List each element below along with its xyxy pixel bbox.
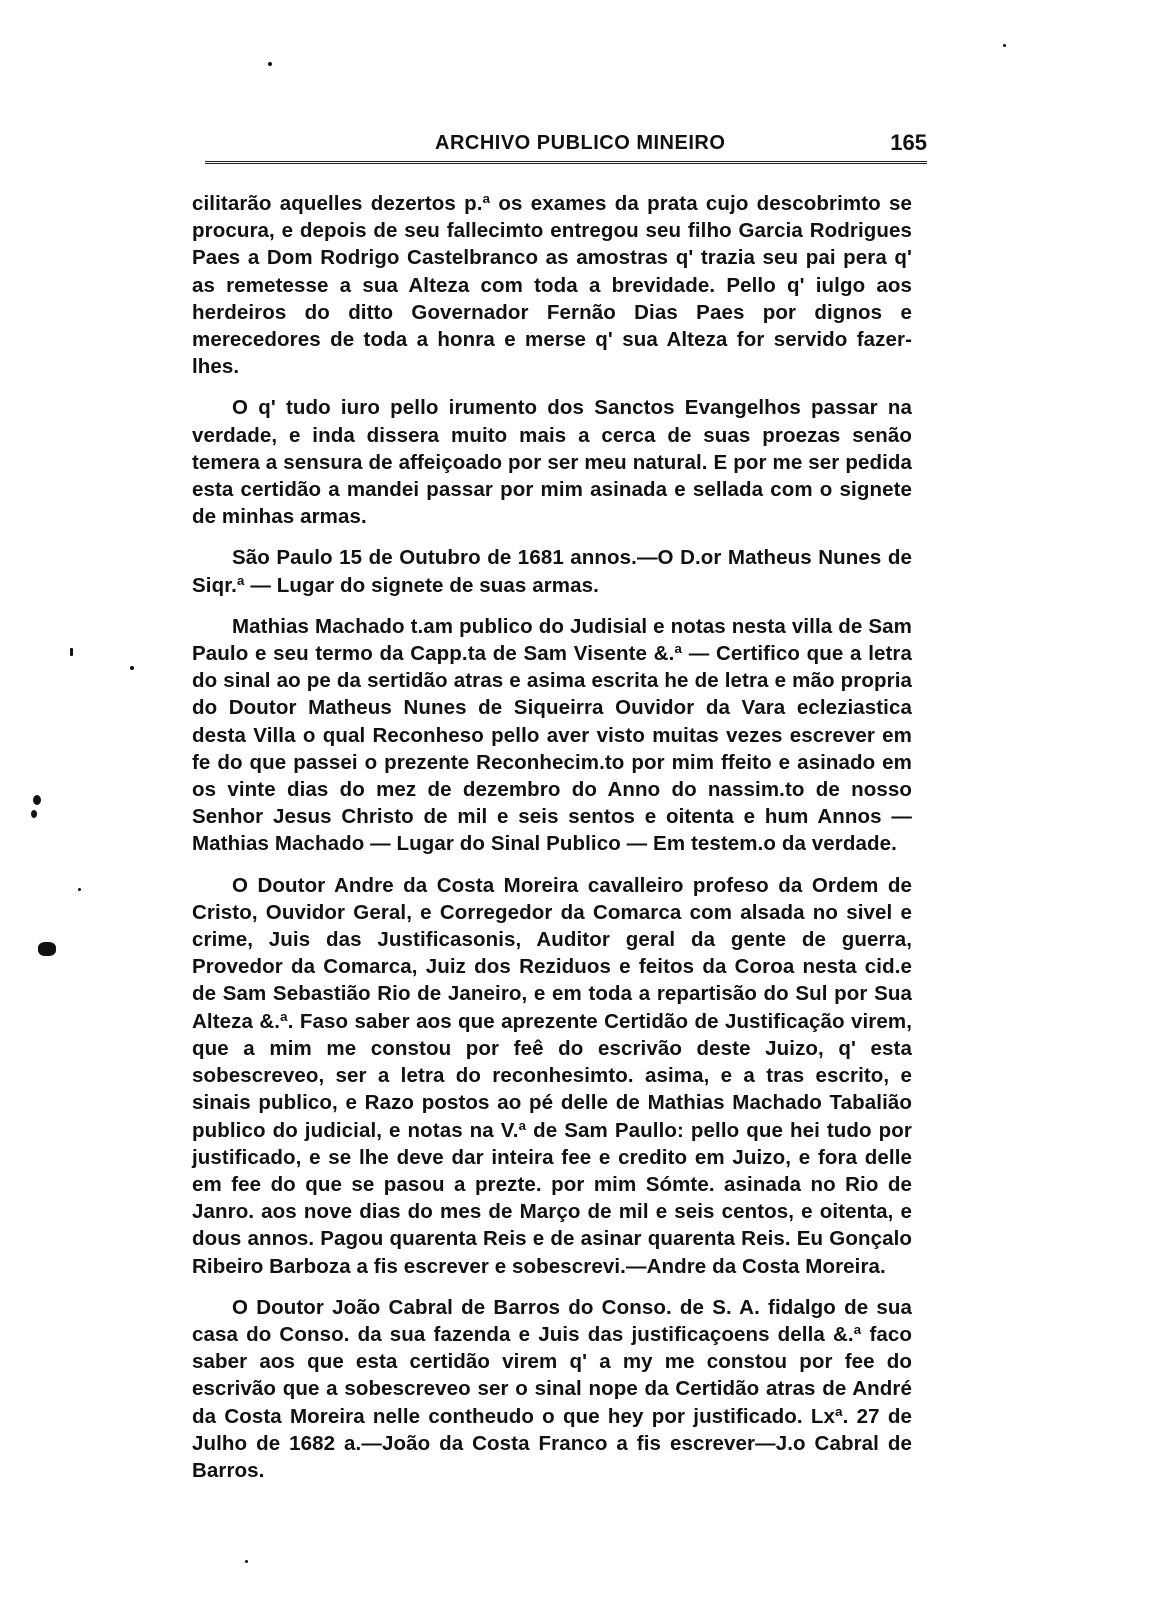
paragraph-3: São Paulo 15 de Outubro de 1681 annos.—O D.or Matheus Nunes de Siqr.ª — Lugar do signete de suas armas. — [192, 546, 912, 597]
scan-speck — [78, 888, 81, 891]
paragraph-2: O q' tudo iuro pello irumento dos Sanctos Evangelhos passar na verdade, e inda dissera muito mais a cerca de suas proezas senão temera a sensura de affeiçoado por ser meu natural. E por me ser pedida esta certidão a mandei passar por mim asinada e sellada com o signete de minhas armas. — [192, 396, 912, 529]
page-header — [205, 128, 927, 168]
paragraph-5: O Doutor Andre da Costa Moreira cavalleiro profeso da Ordem de Cristo, Ouvidor Geral, e Corregedor da Comarca com alsada no sivel e crime, Juis das Justificasonis, Auditor geral da gente de guerra, Provedor da Comarca, Juiz dos Reziduos e feitos da Coroa nesta cid.e de Sam Sebastião Rio de Janeiro, e em toda a repartisão do Sul por Sua Alteza &.ª. Faso saber aos que aprezente Certidão de Justificação virem, que a mim me constou por feê do escrivão deste Juizo, q' esta sobescreveo, ser a letra do reconhesimto. asima, e a tras escrito, e sinais publico, e Razo postos ao pé delle de Mathias Machado Tabalião publico do judicial, e notas na V.ª de Sam Paullo: pello que hei tudo por justificado, e se lhe deve dar inteira fee e credito em Juizo, e fora delle em fee do que se pasou a prezte. por mim Sómte. asinada no Rio de Janro. aos nove dias do mes de Março de mil e seis centos, e oitenta, e dous annos. Pagou quarenta Reis e de asinar quarenta Reis. Eu Gonçalo Ribeiro Barboza a fis escrever e sobescrevi.—Andre da Costa Moreira. — [192, 873, 912, 1278]
paragraph-4: Mathias Machado t.am publico do Judisial e notas nesta villa de Sam Paulo e seu termo da Capp.ta de Sam Visente &.ª — Certifico que a letra do sinal ao pe da sertidão atras e asima escrita he de letra e mão propria do Doutor Matheus Nunes de Siqueirra Ouvidor da Vara ecleziastica desta Villa o qual Reconheso pello aver visto muitas vezes escrever em fe do que passei o prezente Reconhecim.to por mim ffeito e asinado em os vinte dias do mez de dezembro do Anno do nassim.to de nosso Senhor Jesus Christo de mil e seis sentos e oitenta e hum Annos — Mathias Machado — Lugar do Sinal Publico — Em testem.o da verdade. — [192, 614, 912, 856]
scan-speck — [268, 62, 272, 66]
paragraph-1: cilitarão aquelles dezertos p.ª os exames da prata cujo descobrimto se procura, e depois de seu fallecimto entregou seu filho Garcia Rodrigues Paes a Dom Rodrigo Castelbranco as amostras q' trazia seu pai pera q' as remetesse a sua Alteza com toda a brevidade. Pello q' iulgo aos herdeiros do ditto Governador Fernão Dias Paes por dignos e merecedores de toda a honra e merse q' sua Alteza for servido fazer-lhes. — [192, 192, 912, 379]
running-title: ARCHIVO PUBLICO MINEIRO — [435, 132, 726, 154]
scan-speck — [70, 648, 73, 656]
scan-speck — [38, 942, 56, 956]
scan-speck — [245, 1560, 248, 1563]
page-number: 165 — [890, 130, 927, 155]
scan-speck — [33, 795, 41, 805]
scan-speck — [130, 666, 134, 670]
paragraph-6: O Doutor João Cabral de Barros do Conso. de S. A. fidalgo de sua casa do Conso. da sua fazenda e Juis das justificaçoens della &.ª faco saber aos que esta certidão virem q' a my me constou por fee do escrivão que a sobescreveo ser o sinal nope da Certidão atras de André da Costa Moreira nelle contheudo o que hey por justificado. Lxª. 27 de Julho de 1682 a.—João da Costa Franco a fis escrever—J.o Cabral de Barros. — [192, 1295, 912, 1482]
header-rule — [205, 158, 927, 164]
body-text — [192, 190, 912, 1498]
scan-speck — [1003, 44, 1006, 47]
scan-speck — [31, 810, 37, 818]
